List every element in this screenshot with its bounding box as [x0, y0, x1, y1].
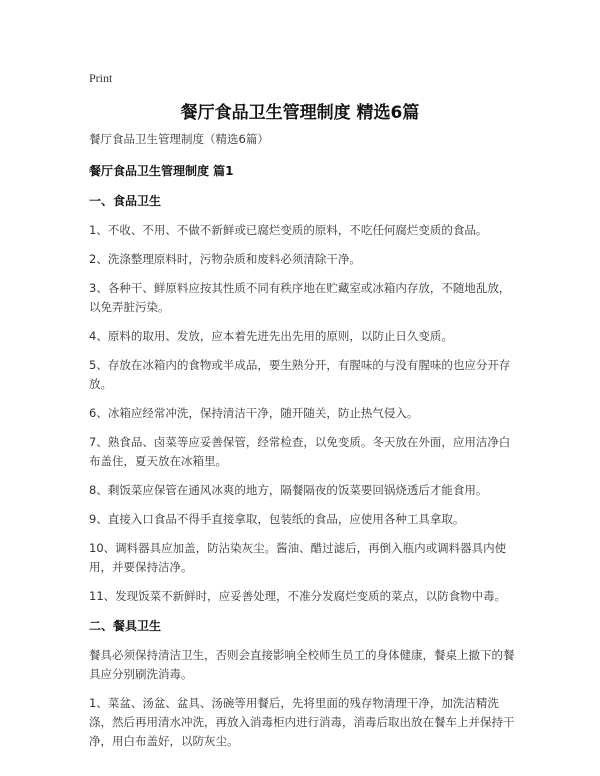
print-label[interactable]: Print: [89, 71, 113, 85]
food-hygiene-item: 7、熟食品、卤菜等应妥善保管，经常检查，以免变质。冬天放在外面，应用洁净白布盖住，夏天放在冰箱里。: [89, 435, 511, 468]
food-hygiene-heading: 一、食品卫生: [89, 194, 162, 208]
food-hygiene-item: 1、不收、不用、不做不新鲜或已腐烂变质的原料，不吃任何腐烂变质的食品。: [89, 223, 488, 237]
food-hygiene-item: 4、原料的取用、发放，应本着先进先出先用的原则，以防止日久变质。: [89, 329, 453, 343]
utensil-hygiene-item: 1、菜盆、汤盆、盆具、汤碗等用餐后，先将里面的残存物清理干净，加洗洁精洗涤，然后再用清水冲洗，再放入消毒柜内进行消毒，消毒后取出放在餐车上并保持干净，用白布盖好，以防灰尘。: [89, 696, 515, 748]
document-subtitle: 餐厅食品卫生管理制度（精选6篇）: [89, 132, 269, 146]
page-title: 餐厅食品卫生管理制度 精选6篇: [180, 103, 420, 123]
food-hygiene-item: 9、直接入口食品不得手直接拿取，包装纸的食品，应使用各种工具拿取。: [89, 512, 465, 526]
food-hygiene-item: 2、洗涤整理原料时，污物杂质和废料必须清除干净。: [89, 252, 361, 266]
food-hygiene-item: 6、冰箱应经常冲洗，保持清洁干净，随开随关，防止热气侵入。: [89, 406, 419, 420]
utensil-hygiene-heading: 二、餐具卫生: [89, 619, 162, 633]
food-hygiene-item: 11、发现饭菜不新鲜时，应妥善处理，不准分发腐烂变质的菜点，以防食物中毒。: [89, 589, 507, 603]
food-hygiene-item: 10、调料器具应加盖，防沾染灰尘。酱油、醋过滤后，再倒入瓶内或调料器具内使用，并要保持洁净。: [89, 541, 507, 574]
utensil-hygiene-intro: 餐具必须保持清洁卫生，否则会直接影响全校师生员工的身体健康，餐桌上撤下的餐具应分别刷洗消毒。: [89, 648, 515, 681]
food-hygiene-item: 5、存放在冰箱内的食物或半成品，要生熟分开，有腥味的与没有腥味的也应分开存放。: [89, 358, 511, 391]
food-hygiene-item: 8、剩饭菜应保管在通风冰爽的地方，隔餐隔夜的饭菜要回锅烧透后才能食用。: [89, 483, 488, 497]
food-hygiene-item: 3、各种干、鲜原料应按其性质不同有秩序地在贮藏室或冰箱内存放，不随地乱放，以免弄脏污染。: [89, 281, 511, 314]
section-heading: 餐厅食品卫生管理制度 篇1: [89, 164, 234, 178]
document-body: [89, 130, 519, 761]
